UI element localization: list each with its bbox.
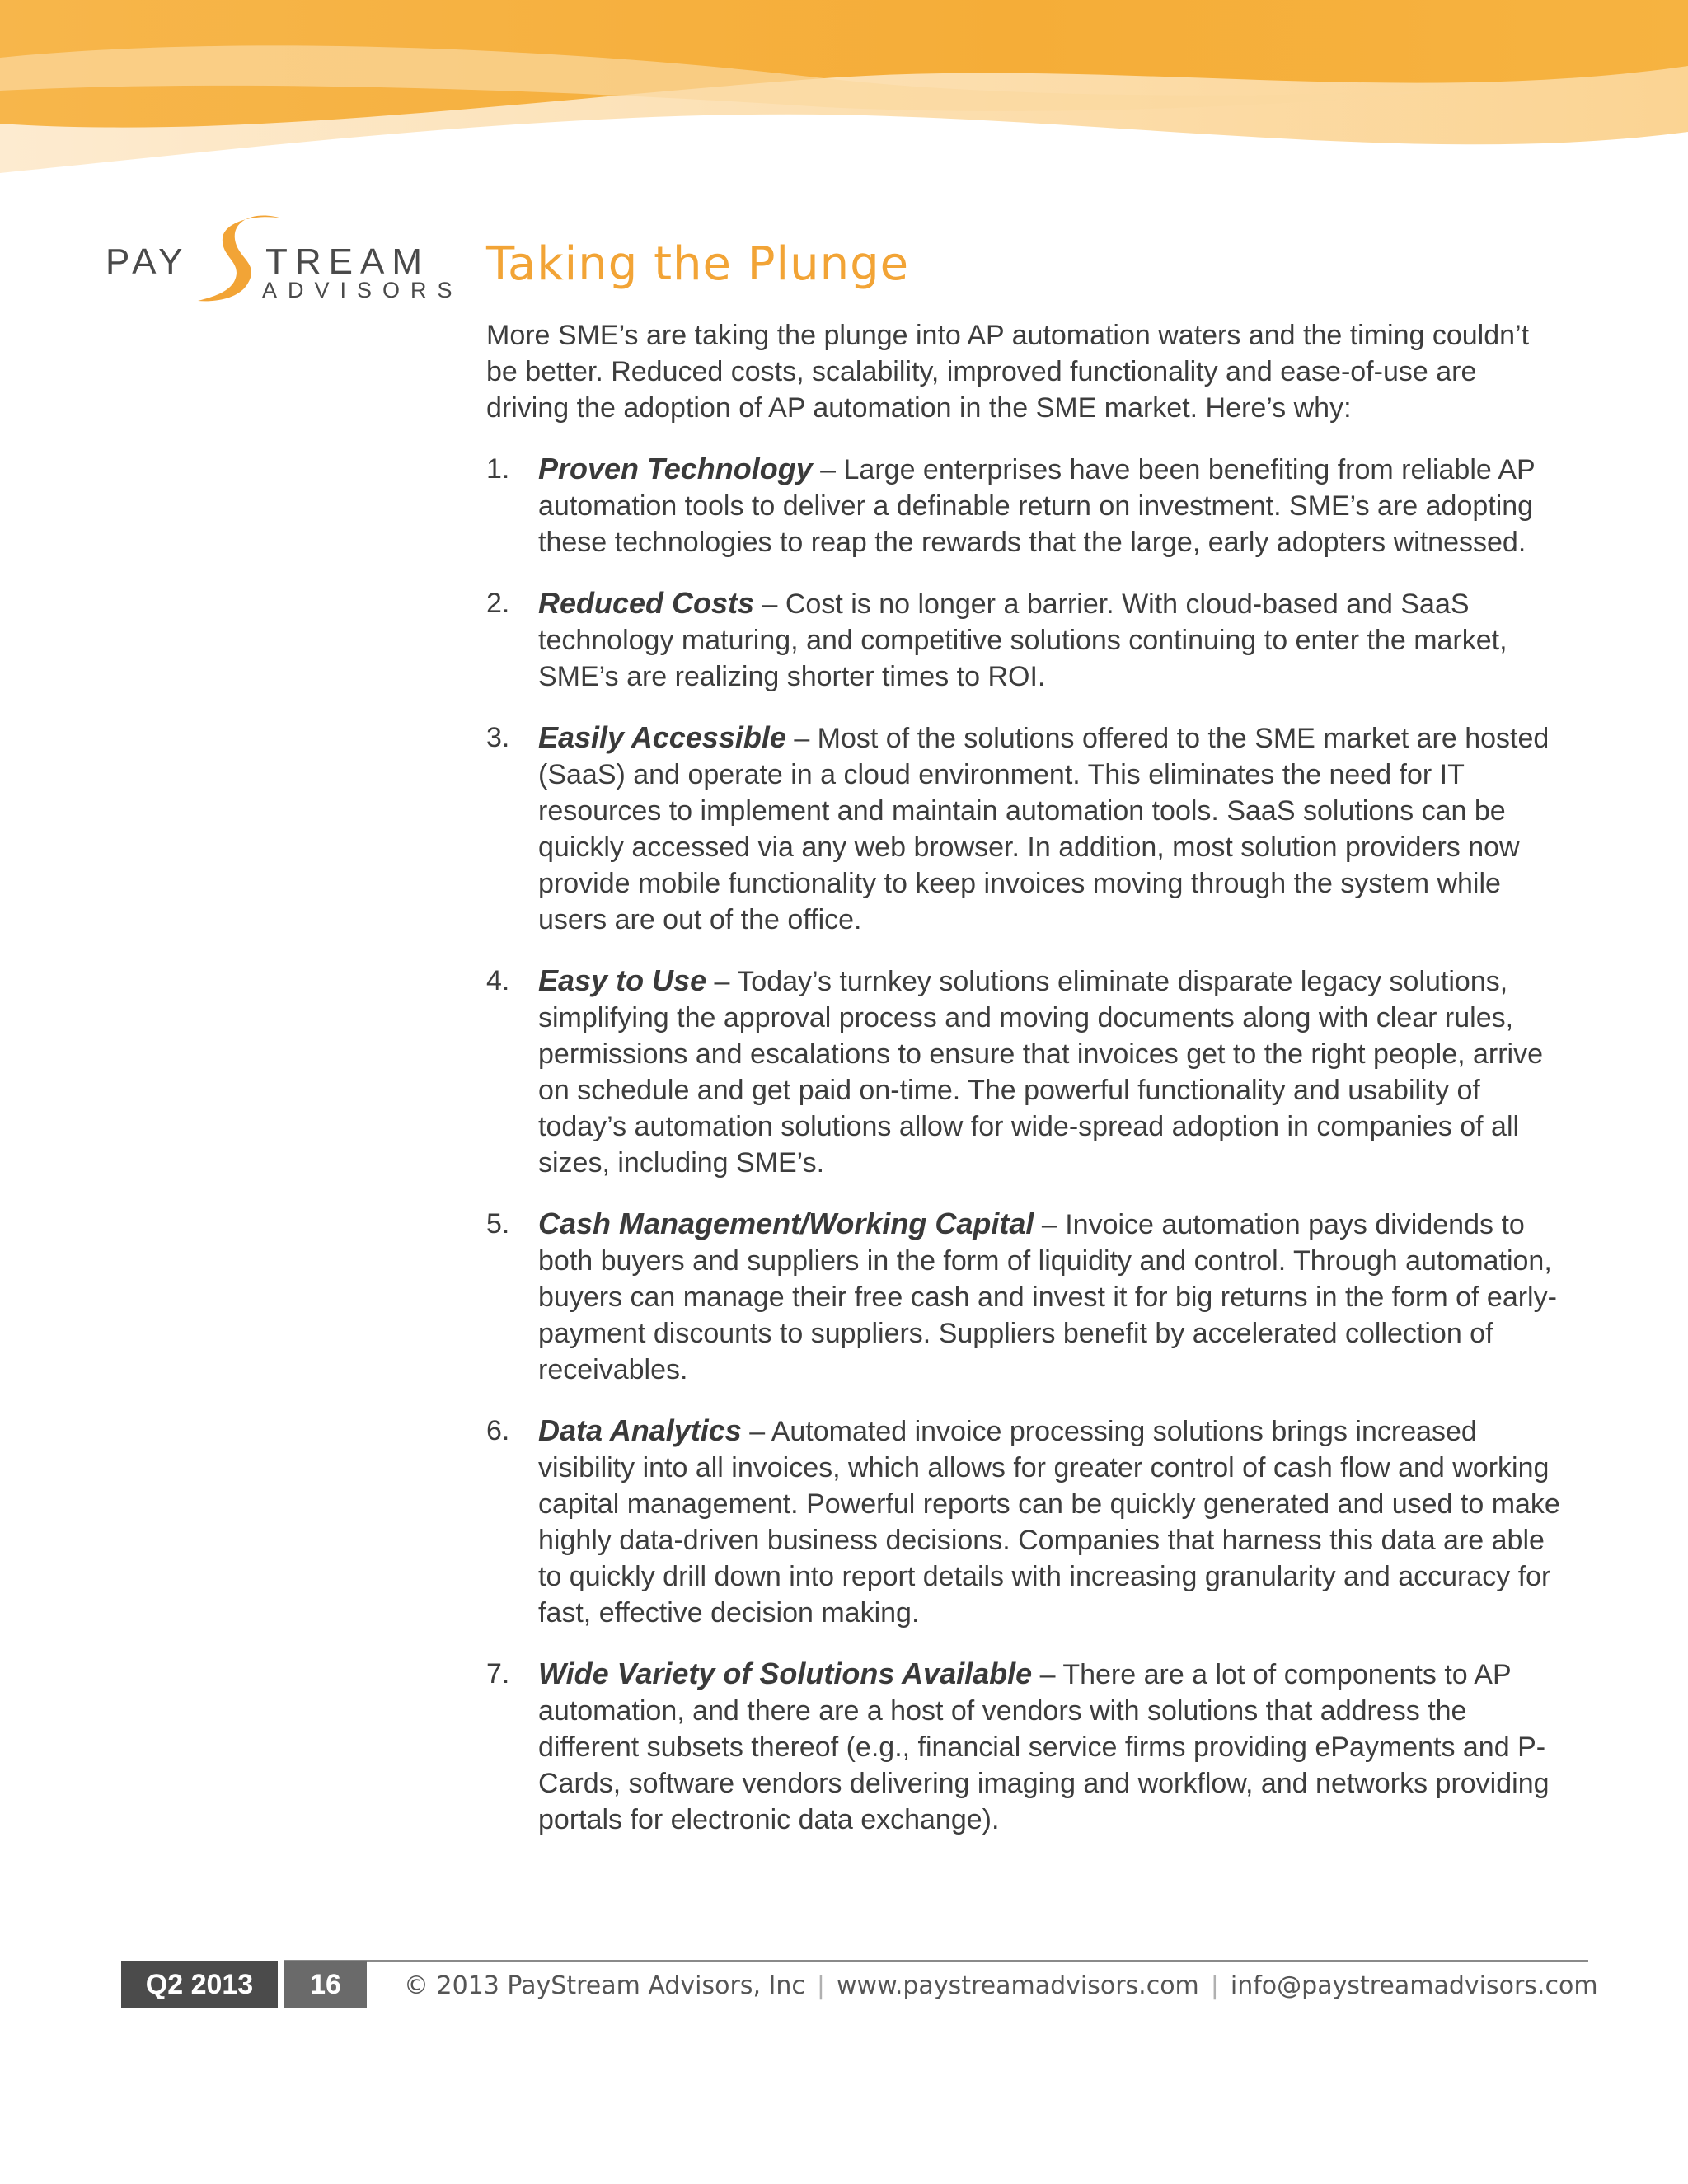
item-term: Easily Accessible (538, 720, 786, 754)
list-item (486, 451, 1566, 560)
footer-website-link[interactable]: www.paystreamadvisors.com (837, 1971, 1199, 2000)
item-term: Reduced Costs (538, 586, 755, 620)
footer-email-link[interactable]: info@paystreamadvisors.com (1230, 1971, 1598, 2000)
footer-separator: | (1210, 1971, 1219, 2000)
footer-copyright: © 2013 PayStream Advisors, Inc (404, 1971, 805, 2000)
item-text: – Cost is no longer a barrier. With cloud-based and SaaS technology maturing, and competitive solutions continuing to enter the market, SME’s are realizing shorter times to ROI. (538, 588, 1507, 692)
item-number: 4. (486, 965, 510, 996)
item-term: Wide Variety of Solutions Available (538, 1657, 1033, 1690)
article-body (486, 317, 1566, 1863)
list-item (486, 585, 1566, 695)
logo-tream-text: TREAM (265, 241, 429, 282)
paystream-logo (106, 210, 463, 309)
logo-pay-text: PAY (106, 241, 188, 282)
item-text: – Automated invoice processing solutions brings increased visibility into all invoices, which allows for greater control of cash flow and working capital management. Powerful reports can be quickly generated and used to make highly data-driven business decisions. Companies that harness this data are able to quickly drill down into report details with increasing granularity and accuracy for fast, effective decision making. (538, 1416, 1560, 1629)
list-item (486, 719, 1566, 938)
item-text: – Invoice automation pays dividends to both buyers and suppliers in the form of liquidity and control. Through automation, buyers can manage their free cash and invest it for big returns in the form of early-payment discounts to suppliers. Suppliers benefit by accelerated collection of receivables. (538, 1209, 1557, 1385)
item-text: – Today’s turnkey solutions eliminate disparate legacy solutions, simplifying the approval process and moving documents along with clear rules, permissions and escalations to ensure that invoices get to the right people, arrive on schedule and get paid on-time. The powerful functionality and usability of today’s automation solutions allow for wide-spread adoption in companies of all sizes, including SME’s. (538, 966, 1544, 1179)
item-text: – There are a lot of components to AP automation, and there are a host of vendors with solutions that address the different subsets thereof (e.g., financial service firms providing ePayments and P-Cards, software vendors delivering imaging and workflow, and networks providing portals for electronic data exchange). (538, 1659, 1550, 1835)
article-title: Taking the Plunge (486, 237, 910, 291)
footer-info (404, 1971, 1598, 2000)
item-text: – Most of the solutions offered to the SME market are hosted (SaaS) and operate in a cloud environment. This eliminates the need for IT resources to implement and maintain automation tools. SaaS solutions can be quickly accessed via any web browser. In addition, most solution providers now provide mobile functionality to keep invoices moving through the system while users are out of the office. (538, 723, 1550, 935)
item-number: 5. (486, 1208, 510, 1240)
quarter-badge: Q2 2013 (121, 1961, 278, 2008)
reasons-list (486, 451, 1566, 1838)
item-number: 1. (486, 453, 510, 485)
list-item (486, 963, 1566, 1181)
item-term: Easy to Use (538, 963, 707, 997)
footer-separator: | (816, 1971, 825, 2000)
header-wave-banner (0, 0, 1688, 190)
page-number-badge: 16 (284, 1961, 367, 2008)
item-number: 3. (486, 722, 510, 753)
item-term: Cash Management/Working Capital (538, 1207, 1034, 1240)
item-term: Data Analytics (538, 1413, 742, 1447)
list-item (486, 1413, 1566, 1631)
item-number: 2. (486, 588, 510, 619)
list-item (486, 1656, 1566, 1838)
logo-advisors-text: ADVISORS (262, 278, 463, 302)
footer-divider (284, 1960, 1588, 1962)
item-number: 7. (486, 1658, 510, 1690)
list-item (486, 1206, 1566, 1388)
item-term: Proven Technology (538, 452, 813, 485)
item-text: – Large enterprises have been benefiting from reliable AP automation tools to deliver a definable return on investment. SME’s are adopting these technologies to reap the rewards that the large, early adopters witnessed. (538, 454, 1536, 558)
intro-paragraph: More SME’s are taking the plunge into AP automation waters and the timing couldn’t be better. Reduced costs, scalability, improved functionality and ease-of-use are driving the adoption of AP automation in the SME market. Here’s why: (486, 320, 1530, 424)
item-number: 6. (486, 1415, 510, 1446)
